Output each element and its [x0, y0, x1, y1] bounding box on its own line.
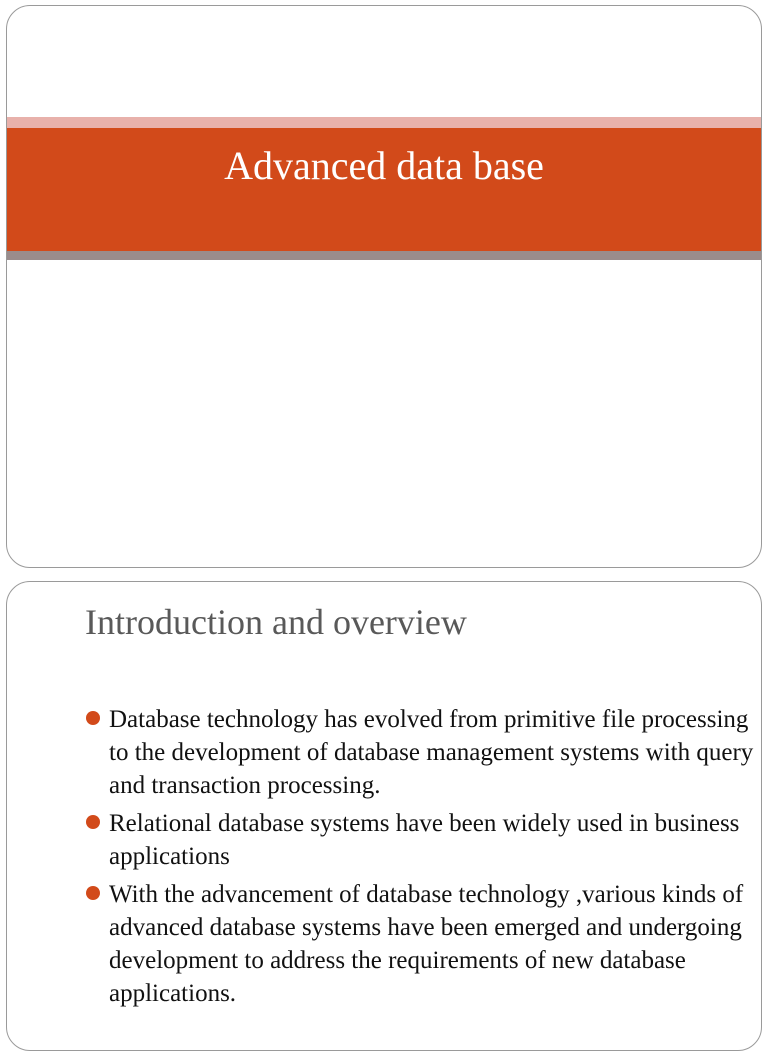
bullet-dot-icon — [86, 886, 100, 900]
title-band-bottom-stripe — [7, 251, 761, 260]
slide-title: Advanced data base — [224, 143, 544, 188]
content-slide — [6, 581, 762, 1051]
bullet-text: Relational database systems have been widely used in business applications — [109, 810, 740, 870]
list-item — [85, 703, 755, 802]
title-band-top-stripe — [7, 117, 761, 128]
bullet-dot-icon — [86, 815, 100, 829]
bullet-list — [85, 703, 755, 1015]
bullet-text: Database technology has evolved from primitive file processing to the development of database management systems with query and transaction processing. — [109, 706, 754, 799]
bullet-dot-icon — [86, 711, 100, 725]
title-slide — [6, 5, 762, 568]
bullet-text: With the advancement of database technology ,various kinds of advanced database systems have been emerged and undergoing development to address the requirements of new database applications. — [109, 881, 744, 1007]
section-heading: Introduction and overview — [85, 602, 467, 642]
list-item — [85, 878, 755, 1010]
list-item — [85, 807, 755, 873]
